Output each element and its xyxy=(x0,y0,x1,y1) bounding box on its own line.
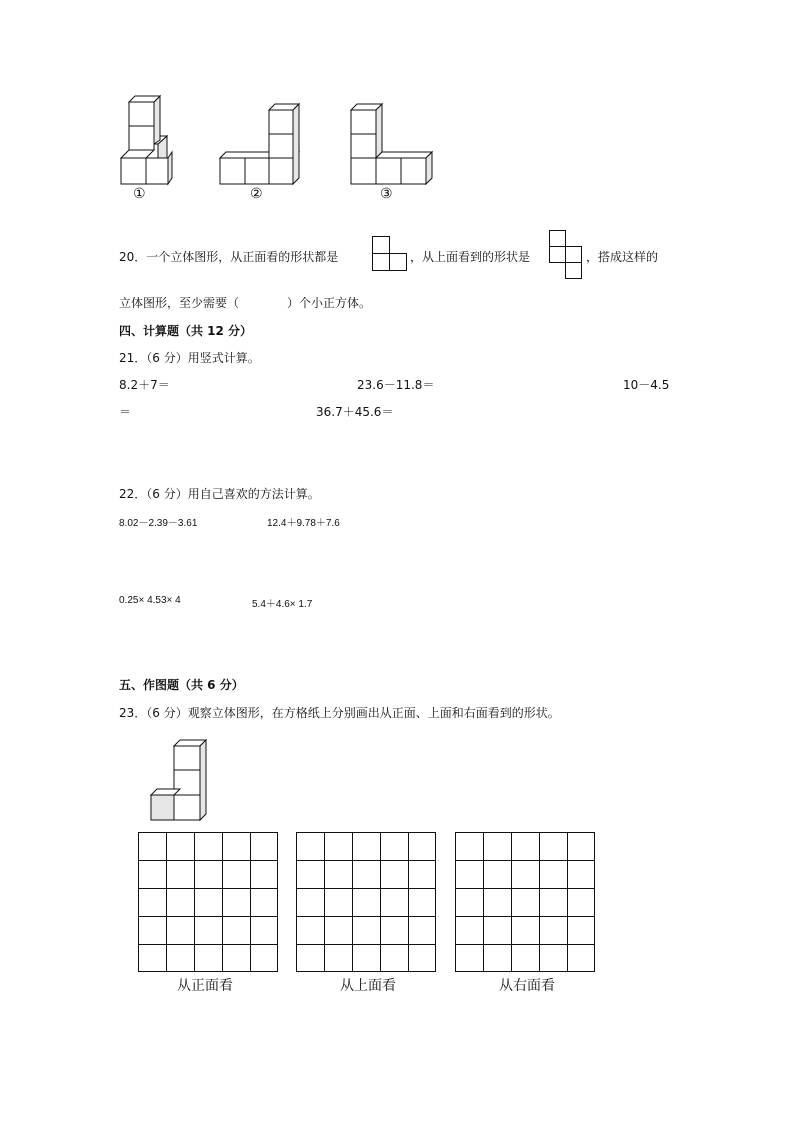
section4-title: 四、计算题（共 12 分） xyxy=(119,324,253,338)
figure-3-cubes xyxy=(346,100,438,190)
q21-item-1: 8.2＋7＝ xyxy=(119,378,170,392)
q22-item-2: 12.4＋9.78＋7.6 xyxy=(267,518,340,529)
grid-front-label: 从正面看 xyxy=(177,978,233,994)
grid-front-view[interactable] xyxy=(138,832,278,972)
q20-line1-part2: ，从上面看到的形状是 xyxy=(410,250,531,264)
figure-3-label: ③ xyxy=(380,186,393,202)
q21-title: 21．（6 分）用竖式计算。 xyxy=(119,351,260,365)
figure-1-label: ① xyxy=(133,186,146,202)
q22-item-3: 0.25× 4.53× 4 xyxy=(119,595,181,606)
q21-item-4: 36.7＋45.6＝ xyxy=(316,405,394,419)
figure-2-label: ② xyxy=(250,186,263,202)
q20-top-view-shape xyxy=(549,230,583,280)
q23-solid-figure xyxy=(146,738,210,824)
q21-item-2: 23.6－11.8＝ xyxy=(357,378,435,392)
q22-item-1: 8.02－2.39－3.61 xyxy=(119,518,198,529)
q20-line1-part3: ，搭成这样的 xyxy=(586,250,659,264)
grid-top-label: 从上面看 xyxy=(340,978,396,994)
grid-top-view[interactable] xyxy=(296,832,436,972)
section5-title: 五、作图题（共 6 分） xyxy=(119,678,244,692)
grid-right-view[interactable] xyxy=(455,832,595,972)
q22-item-4: 5.4＋4.6× 1.7 xyxy=(252,599,313,610)
q22-title: 22．（6 分）用自己喜欢的方法计算。 xyxy=(119,487,320,501)
figure-2-cubes xyxy=(216,100,306,190)
q20-line2: 立体图形，至少需要（ ）个小正方体。 xyxy=(119,296,372,310)
q21-item-3-equals: ＝ xyxy=(119,405,132,419)
q20-front-view-shape xyxy=(372,236,408,272)
figure-1-cubes xyxy=(112,92,182,188)
q20-line1-part1: 20．一个立体图形，从正面看的形状都是 xyxy=(119,250,339,264)
q23-title: 23．（6 分）观察立体图形，在方格纸上分别画出从正面、上面和右面看到的形状。 xyxy=(119,706,560,720)
grid-right-label: 从右面看 xyxy=(499,978,555,994)
q21-item-3: 10－4.5 xyxy=(623,378,670,392)
